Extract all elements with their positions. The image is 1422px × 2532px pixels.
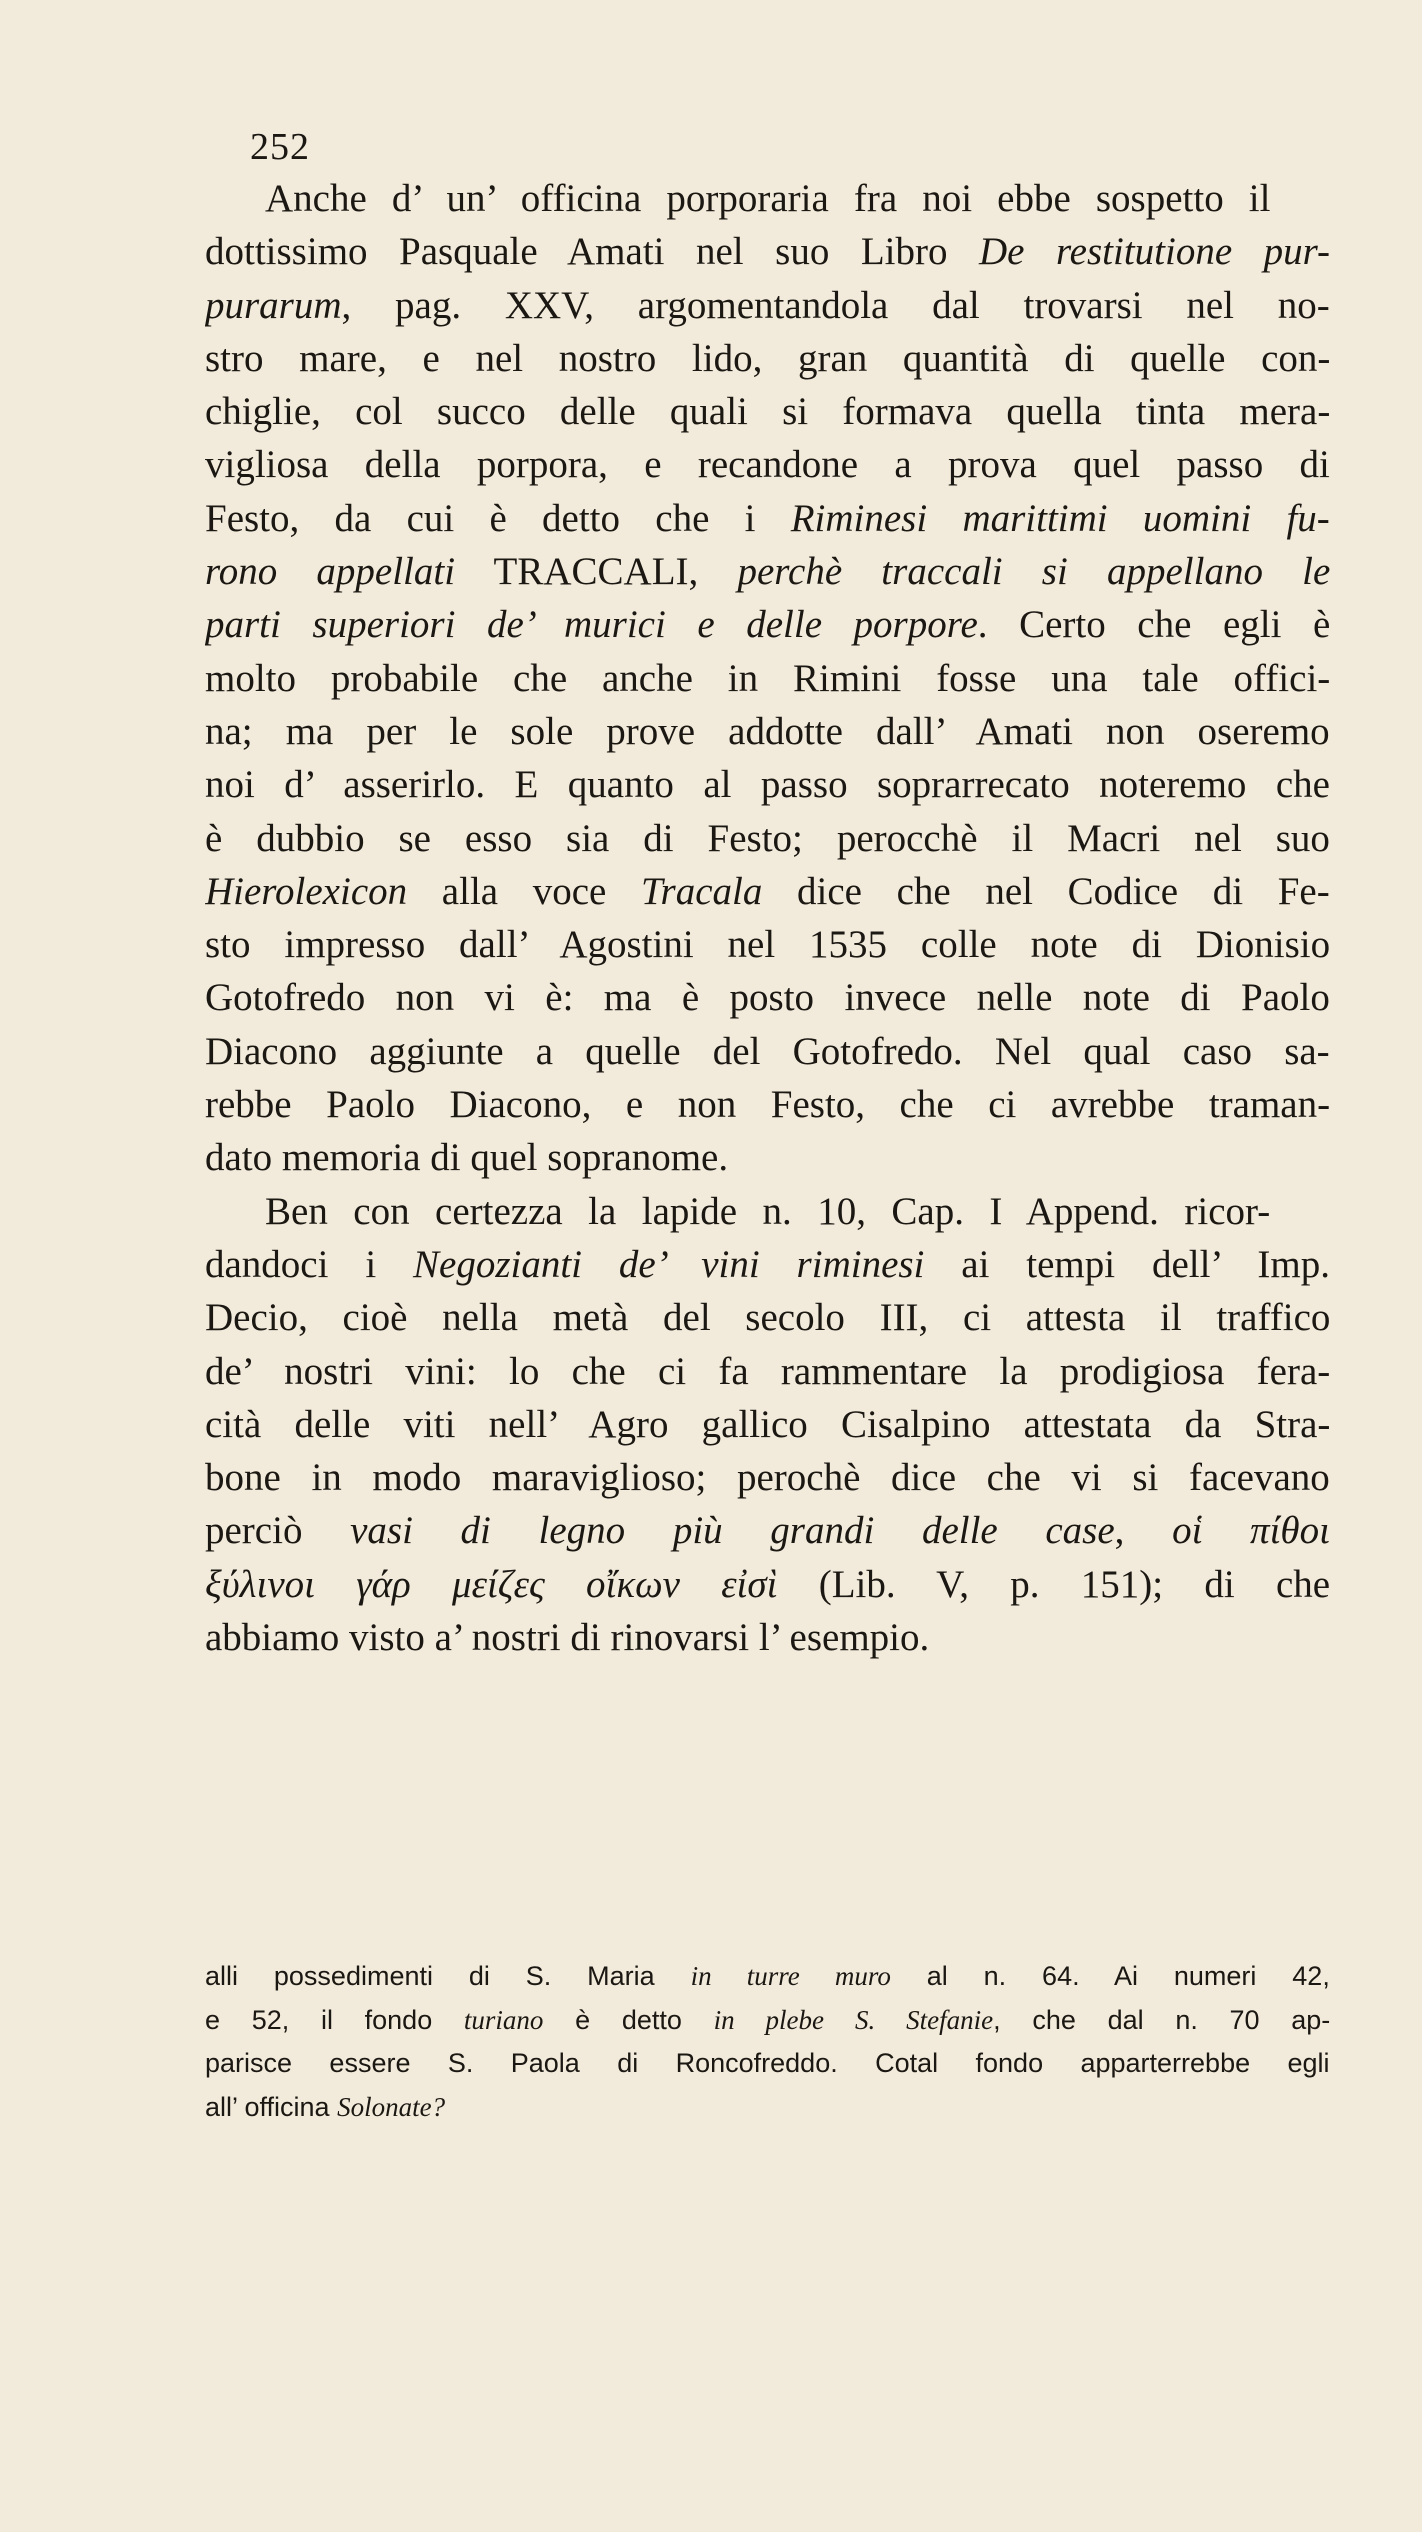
footnote-line: parisce essere S. Paola di Roncofreddo. Cotal fondo apparterrebbe egli bbox=[205, 2048, 1330, 2078]
text-line: Ben con certezza la lapide n. 10, Cap. I Append. ricor- bbox=[265, 1189, 1271, 1233]
text-line: ξύλινοι γάρ μείζες οἴκων εἰσὶ (Lib. V, p. 151); di che bbox=[205, 1562, 1330, 1606]
text-line: dato memoria di quel sopranome. bbox=[205, 1136, 729, 1180]
text-line: Hierolexicon alla voce Tracala dice che nel Codice di Fe- bbox=[205, 869, 1330, 913]
footnote-line: alli possedimenti di S. Maria in turre muro al n. 64. Ai numeri 42, bbox=[205, 1961, 1330, 1991]
text-line: chiglie, col succo delle quali si formava quella tinta mera- bbox=[205, 390, 1330, 434]
footnote-line: e 52, il fondo turiano è detto in plebe S. Stefanie, che dal n. 70 ap- bbox=[205, 2004, 1330, 2035]
paragraph-2 bbox=[205, 1185, 1330, 1665]
text-line: na; ma per le sole prove addotte dall’ Amati non oseremo bbox=[205, 709, 1330, 753]
text-line: noi d’ asserirlo. E quanto al passo soprarrecato noteremo che bbox=[205, 763, 1330, 807]
text-line: perciò vasi di legno più grandi delle case, οἱ πίθοι bbox=[205, 1509, 1330, 1553]
text-line: bone in modo maraviglioso; perochè dice che vi si facevano bbox=[205, 1456, 1330, 1500]
text-line: Diacono aggiunte a quelle del Gotofredo. Nel qual caso sa- bbox=[205, 1029, 1330, 1073]
text-line: Anche d’ un’ officina porporaria fra noi ebbe sospetto il bbox=[265, 177, 1271, 220]
text-line: rebbe Paolo Diacono, e non Festo, che ci avrebbe traman- bbox=[205, 1083, 1330, 1127]
text-line: stro mare, e nel nostro lido, gran quantità di quelle con- bbox=[205, 336, 1330, 380]
text-line: dandoci i Negozianti de’ vini riminesi ai tempi dell’ Imp. bbox=[205, 1242, 1330, 1286]
text-line: vigliosa della porpora, e recandone a prova quel passo di bbox=[205, 443, 1330, 487]
text-line: de’ nostri vini: lo che ci fa rammentare la prodigiosa fera- bbox=[205, 1349, 1330, 1393]
paragraph-1 bbox=[205, 172, 1330, 1185]
text-line: abbiamo visto a’ nostri di rinovarsi l’ esempio. bbox=[205, 1616, 930, 1660]
page-number: 252 bbox=[250, 126, 310, 168]
text-line: cità delle viti nell’ Agro gallico Cisalpino attestata da Stra- bbox=[205, 1402, 1330, 1446]
footnote bbox=[205, 1955, 1330, 2129]
footnote-line: all’ officina Solonate? bbox=[205, 2091, 446, 2122]
text-line: purarum, pag. XXV, argomentandola dal trovarsi nel no- bbox=[205, 283, 1330, 327]
text-line: Festo, da cui è detto che i Riminesi marittimi uomini fu- bbox=[205, 496, 1330, 540]
main-text bbox=[205, 172, 1330, 1664]
text-line: è dubbio se esso sia di Festo; perocchè il Macri nel suo bbox=[205, 816, 1330, 860]
text-line: sto impresso dall’ Agostini nel 1535 colle note di Dionisio bbox=[205, 923, 1330, 967]
text-line: Decio, cioè nella metà del secolo III, ci attesta il traffico bbox=[205, 1296, 1330, 1340]
text-line: Gotofredo non vi è: ma è posto invece nelle note di Paolo bbox=[205, 976, 1330, 1020]
text-line: molto probabile che anche in Rimini fosse una tale offici- bbox=[205, 656, 1330, 700]
text-line: dottissimo Pasquale Amati nel suo Libro De restitutione pur- bbox=[205, 230, 1330, 274]
text-line: parti superiori de’ murici e delle porpore. Certo che egli è bbox=[205, 603, 1330, 647]
text-line: rono appellati TRACCALI, perchè traccali si appellano le bbox=[205, 550, 1330, 594]
